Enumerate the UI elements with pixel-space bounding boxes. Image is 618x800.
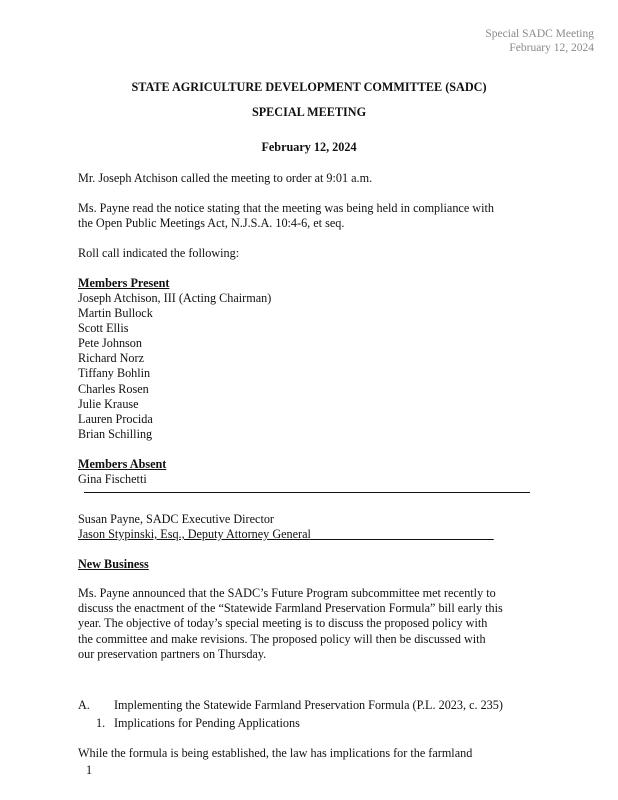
meeting-type-title: SPECIAL MEETING xyxy=(251,105,367,119)
document-title: STATE AGRICULTURE DEVELOPMENT COMMITTEE (SADC) xyxy=(131,80,487,94)
paragraph-line: discuss the enactment of the “Statewide Farmland Preservation Formula” bill early this xyxy=(78,601,503,616)
member-name: Joseph Atchison, III (Acting Chairman) xyxy=(78,291,272,305)
header-date: February 12, 2024 xyxy=(509,42,594,54)
page-number: 1 xyxy=(86,763,93,777)
member-name: Lauren Procida xyxy=(78,411,153,426)
running-header xyxy=(485,27,594,55)
item-a-text: Implementing the Statewide Farmland Preservation Formula (P.L. 2023, c. 235) xyxy=(114,698,503,712)
member-name: Brian Schilling xyxy=(78,426,153,441)
paragraph-line: the committee and make revisions. The proposed policy will then be discussed with xyxy=(78,631,486,646)
paragraph-line: Ms. Payne announced that the SADC’s Future Program subcommittee met recently to xyxy=(78,586,496,600)
item-1-text: Implications for Pending Applications xyxy=(114,716,300,730)
member-name: Julie Krause xyxy=(78,396,139,411)
member-name: Pete Johnson xyxy=(78,336,142,351)
item-1-marker: 1. xyxy=(96,716,106,730)
member-name: Martin Bullock xyxy=(78,306,153,321)
member-name: Richard Norz xyxy=(78,351,144,366)
trailing-paragraph-line: While the formula is being established, the law has implications for the farmland xyxy=(78,746,473,760)
members-absent-heading: Members Absent xyxy=(78,457,167,471)
section-divider xyxy=(84,492,530,493)
new-business-paragraph xyxy=(78,586,503,662)
member-name: Scott Ellis xyxy=(78,321,129,336)
staff-attorney-text: Jason Stypinski, Esq., Deputy Attorney General xyxy=(78,527,311,541)
call-to-order-text: Mr. Joseph Atchison called the meeting to order at 9:01 a.m. xyxy=(78,171,373,185)
members-present-heading: Members Present xyxy=(78,276,170,290)
new-business-heading: New Business xyxy=(78,557,149,571)
member-name: Tiffany Bohlin xyxy=(78,366,151,381)
absent-member-name: Gina Fischetti xyxy=(78,472,147,486)
notice-text-line-2: the Open Public Meetings Act, N.J.S.A. 10:4-6, et seq. xyxy=(78,216,345,230)
item-a-marker: A. xyxy=(78,698,90,712)
staff-director: Susan Payne, SADC Executive Director xyxy=(78,512,274,526)
paragraph-line: year. The objective of today’s special meeting is to discuss the proposed policy with xyxy=(78,616,488,631)
meeting-date: February 12, 2024 xyxy=(261,140,357,154)
members-present-list xyxy=(78,291,271,442)
staff-attorney xyxy=(78,527,524,542)
header-meeting-name: Special SADC Meeting xyxy=(485,28,594,40)
notice-text-line-1: Ms. Payne read the notice stating that the meeting was being held in compliance with xyxy=(78,201,494,215)
paragraph-line: our preservation partners on Thursday. xyxy=(78,646,267,661)
member-name: Charles Rosen xyxy=(78,381,149,396)
roll-call-text: Roll call indicated the following: xyxy=(78,246,240,260)
